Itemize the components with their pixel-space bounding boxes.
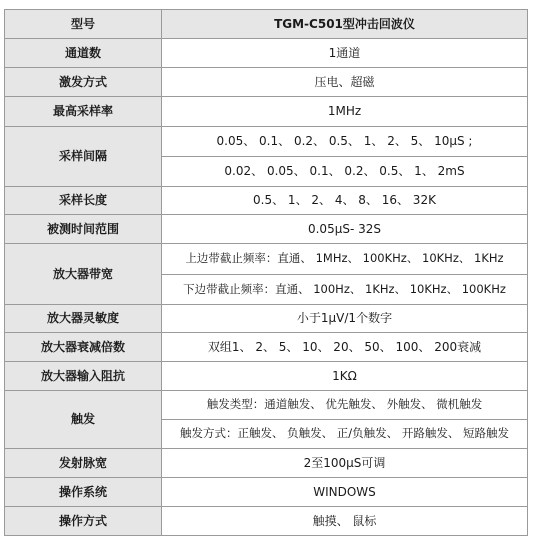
cell-pulse-width-value: 2至100μS可调 <box>162 449 528 478</box>
cell-sample-interval-value-1: 0.05、 0.1、 0.2、 0.5、 1、 2、 5、 10μS ; <box>162 127 528 157</box>
table-row-sample-interval <box>5 127 528 157</box>
cell-sample-length-value: 0.5、 1、 2、 4、 8、 16、 32K <box>162 187 528 215</box>
cell-sample-length-label: 采样长度 <box>5 187 162 215</box>
table-row-os <box>5 478 528 507</box>
table-row-sample-rate <box>5 97 528 127</box>
cell-bandwidth-value-1: 上边带截止频率：直通、 1MHz、 100KHz、 10KHz、 1KHz <box>162 244 528 275</box>
cell-excitation-label: 激发方式 <box>5 68 162 97</box>
cell-channels-label: 通道数 <box>5 39 162 68</box>
cell-sensitivity-label: 放大器灵敏度 <box>5 305 162 333</box>
cell-operation-value: 触摸、 鼠标 <box>162 507 528 536</box>
table-row-model <box>5 10 528 39</box>
cell-bandwidth-label: 放大器带宽 <box>5 244 162 305</box>
cell-os-label: 操作系统 <box>5 478 162 507</box>
table-row-impedance <box>5 362 528 391</box>
cell-model-value: TGM-C501型冲击回波仪 <box>162 10 528 39</box>
cell-attenuation-value: 双组1、 2、 5、 10、 20、 50、 100、 200衰减 <box>162 333 528 362</box>
cell-time-range-value: 0.05μS- 32S <box>162 215 528 244</box>
table-row-sensitivity <box>5 305 528 333</box>
table-row-pulse-width <box>5 449 528 478</box>
cell-model-label: 型号 <box>5 10 162 39</box>
cell-time-range-label: 被测时间范围 <box>5 215 162 244</box>
table-row-trigger <box>5 391 528 420</box>
cell-sensitivity-value: 小于1μV/1个数字 <box>162 305 528 333</box>
cell-bandwidth-value-2: 下边带截止频率：直通、 100Hz、 1KHz、 10KHz、 100KHz <box>162 275 528 305</box>
table-row-excitation <box>5 68 528 97</box>
cell-impedance-value: 1KΩ <box>162 362 528 391</box>
table-row-bandwidth <box>5 244 528 275</box>
cell-trigger-label: 触发 <box>5 391 162 449</box>
table-row-sample-length <box>5 187 528 215</box>
cell-operation-label: 操作方式 <box>5 507 162 536</box>
cell-sample-rate-label: 最高采样率 <box>5 97 162 127</box>
cell-sample-rate-value: 1MHz <box>162 97 528 127</box>
cell-trigger-value-1: 触发类型：通道触发、 优先触发、 外触发、 微机触发 <box>162 391 528 420</box>
cell-attenuation-label: 放大器衰减倍数 <box>5 333 162 362</box>
cell-excitation-value: 压电、超磁 <box>162 68 528 97</box>
cell-sample-interval-label: 采样间隔 <box>5 127 162 187</box>
table-row-channels <box>5 39 528 68</box>
table-row-time-range <box>5 215 528 244</box>
cell-trigger-value-2: 触发方式：正触发、 负触发、 正/负触发、 开路触发、 短路触发 <box>162 420 528 449</box>
spec-table <box>4 9 528 536</box>
cell-os-value: WINDOWS <box>162 478 528 507</box>
cell-pulse-width-label: 发射脉宽 <box>5 449 162 478</box>
cell-impedance-label: 放大器输入阻抗 <box>5 362 162 391</box>
table-row-operation <box>5 507 528 536</box>
cell-sample-interval-value-2: 0.02、 0.05、 0.1、 0.2、 0.5、 1、 2mS <box>162 157 528 187</box>
cell-channels-value: 1通道 <box>162 39 528 68</box>
table-row-attenuation <box>5 333 528 362</box>
